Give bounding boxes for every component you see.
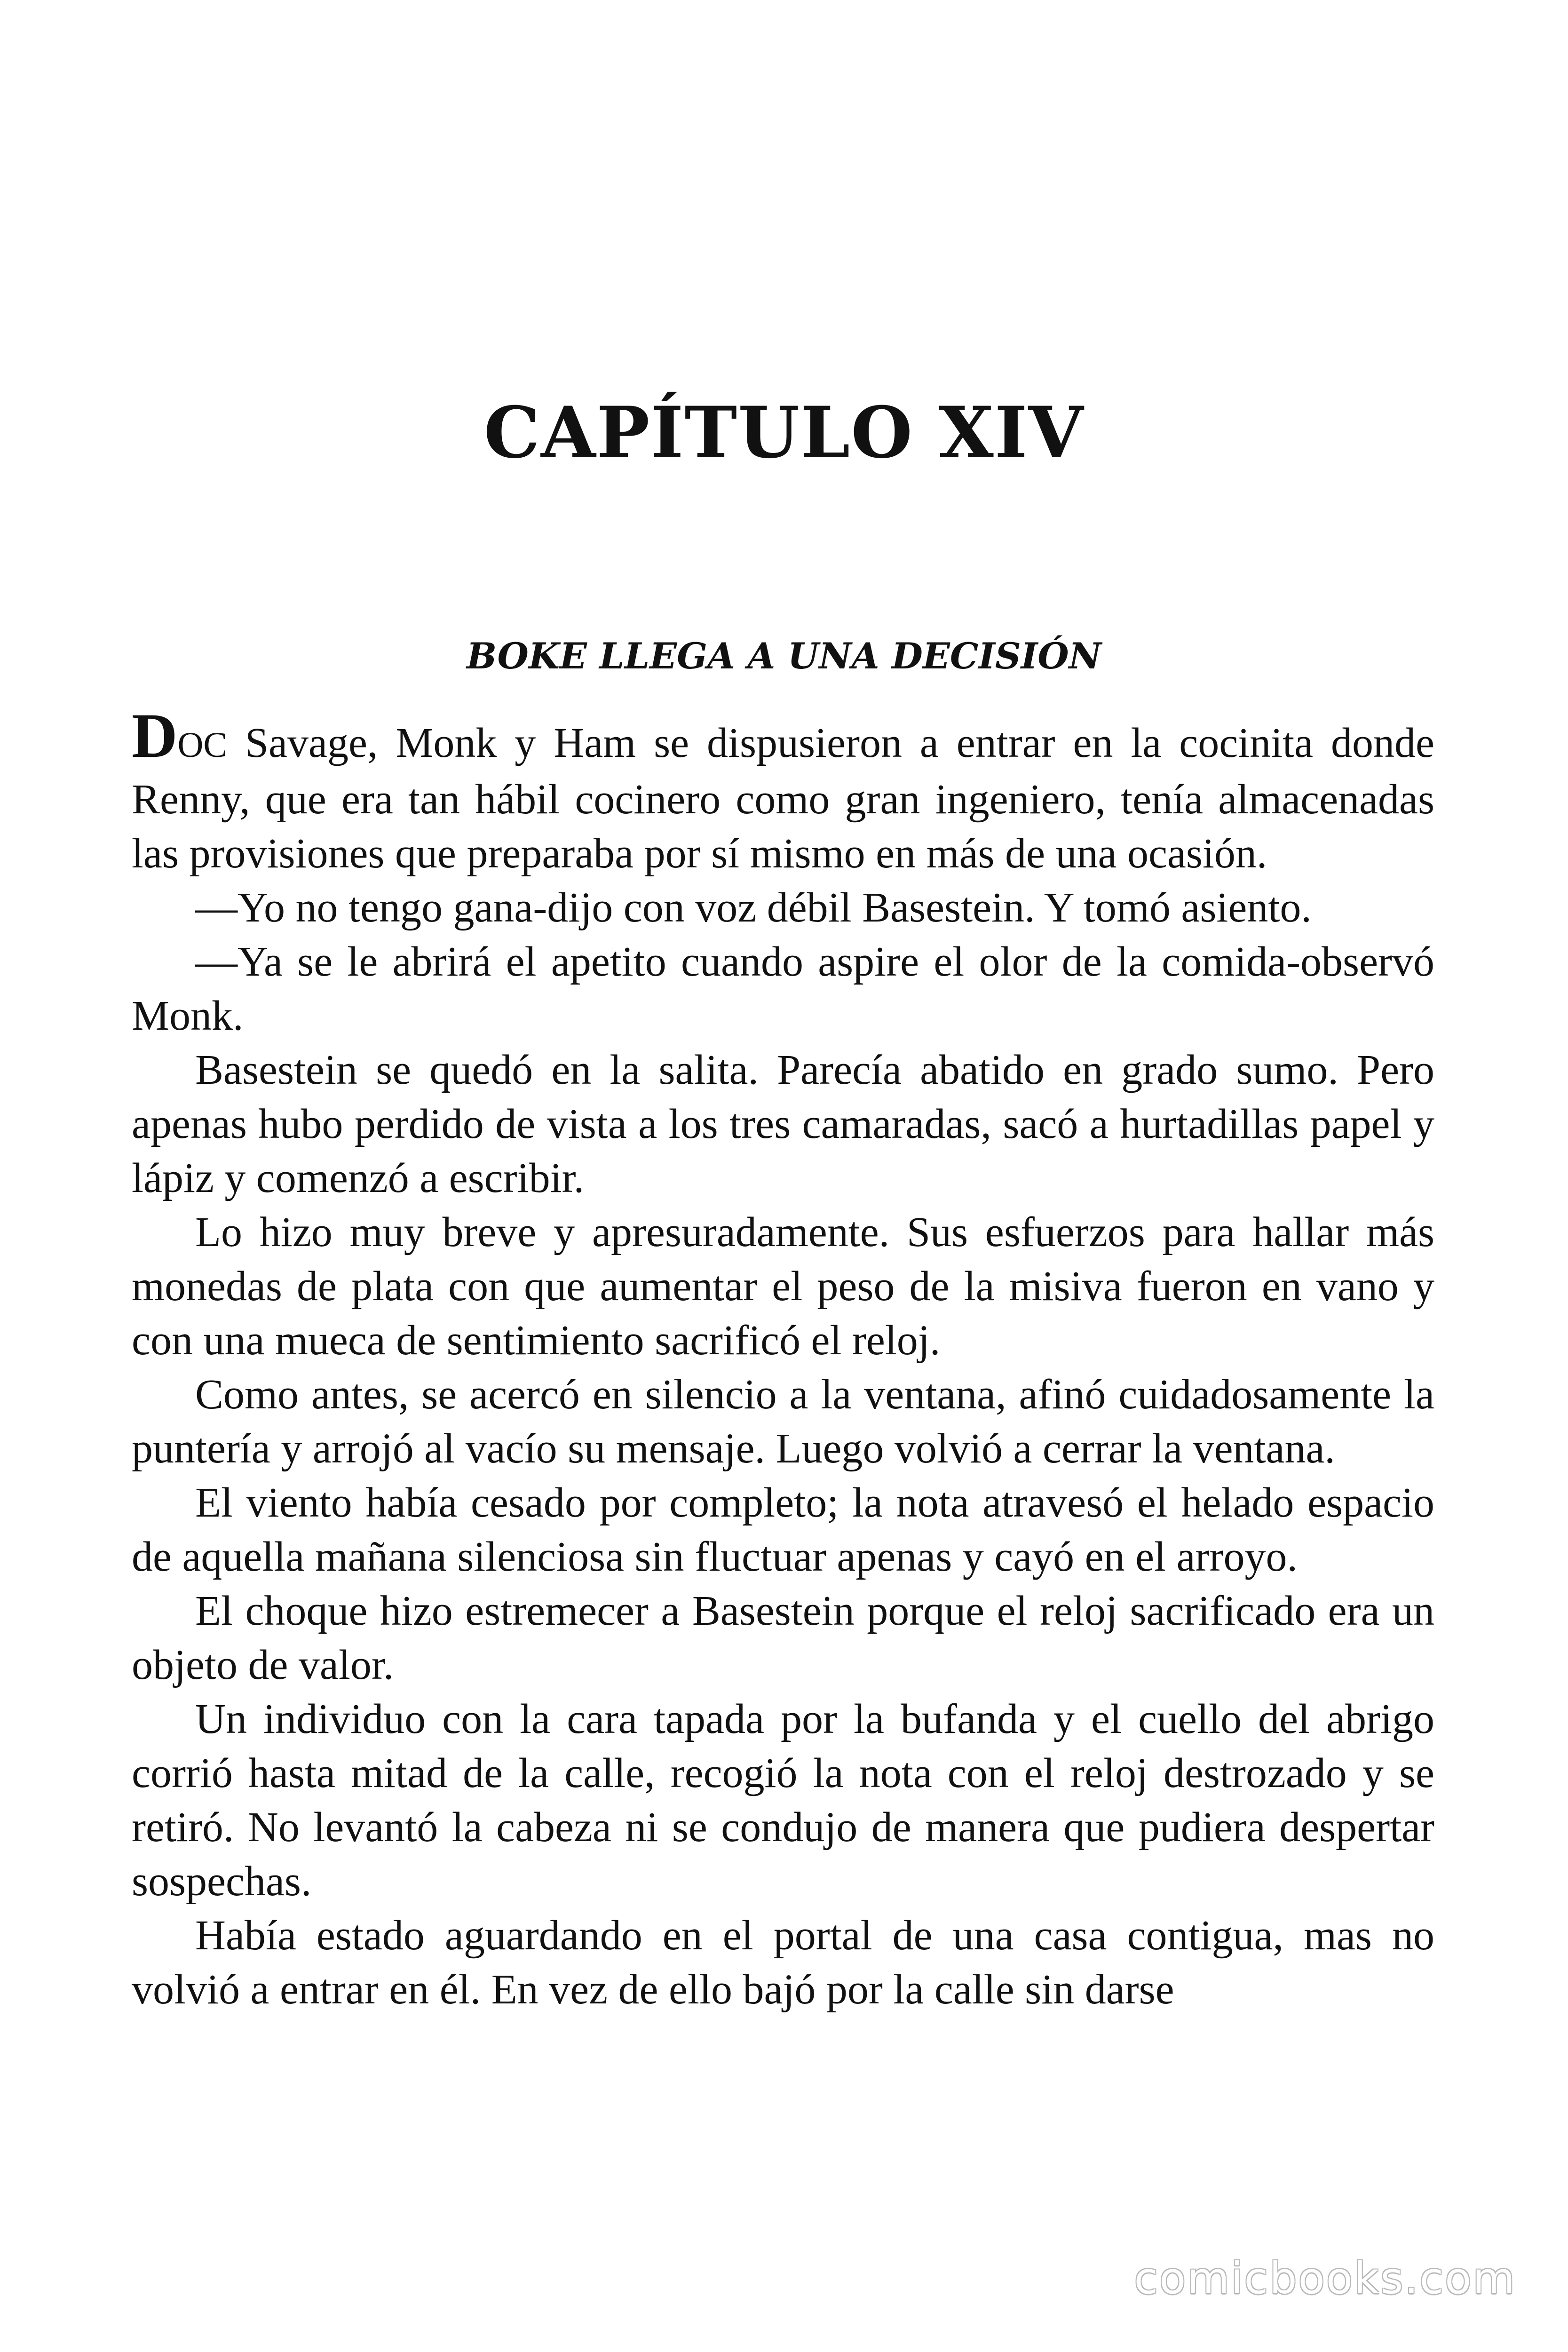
paragraph: El choque hizo estremecer a Basestein porque el reloj sacrificado era un objeto de valor. bbox=[132, 1588, 1434, 1688]
paragraph-first bbox=[132, 701, 1434, 881]
paragraph-first-text: Savage, Monk y Ham se dispusieron a entrar en la cocinita donde Renny, que era tan hábil cocinero como gran ingeniero, tenía almacenadas las provisiones que preparaba por sí mismo en más de una ocasión. bbox=[132, 720, 1434, 877]
paragraph: El viento había cesado por completo; la nota atravesó el helado espacio de aquella mañana silenciosa sin fluctuar apenas y cayó en el arroyo. bbox=[132, 1479, 1434, 1580]
paragraph: Basestein se quedó en la salita. Parecía abatido en grado sumo. Pero apenas hubo perdido de vista a los tres camaradas, sacó a hurtadillas papel y lápiz y comenzó a escribir. bbox=[132, 1047, 1434, 1201]
paragraph: —Yo no tengo gana-dijo con voz débil Basestein. Y tomó asiento. bbox=[195, 884, 1312, 931]
paragraph: —Ya se le abrirá el apetito cuando aspire el olor de la comida-observó Monk. bbox=[132, 938, 1434, 1039]
paragraph: Un individuo con la cara tapada por la bufanda y el cuello del abrigo corrió hasta mitad de la calle, recogió la nota con el reloj destrozado y se retiró. No levantó la cabeza ni se condujo de manera que pudiera despertar sospechas. bbox=[132, 1696, 1434, 1905]
chapter-title: CAPÍTULO XIV bbox=[483, 391, 1085, 474]
paragraph: Lo hizo muy breve y apresuradamente. Sus esfuerzos para hallar más monedas de plata con que aumentar el peso de la misiva fueron en vano y con una mueca de sentimiento sacrificó el reloj. bbox=[132, 1209, 1434, 1364]
paragraph: Había estado aguardando en el portal de una casa contigua, mas no volvió a entrar en él. En vez de ello bajó por la calle sin darse bbox=[132, 1912, 1434, 2013]
body-text bbox=[132, 701, 1434, 2017]
paragraph: Como antes, se acercó en silencio a la ventana, afinó cuidadosamente la puntería y arrojó al vacío su mensaje. Luego volvió a cerrar la ventana. bbox=[132, 1371, 1434, 1472]
small-caps: OC bbox=[177, 725, 228, 765]
watermark: comicbooks.com bbox=[1134, 2253, 1516, 2304]
chapter-subtitle: BOKE LLEGA A UNA DECISIÓN bbox=[466, 635, 1101, 677]
drop-cap: D bbox=[132, 701, 178, 771]
